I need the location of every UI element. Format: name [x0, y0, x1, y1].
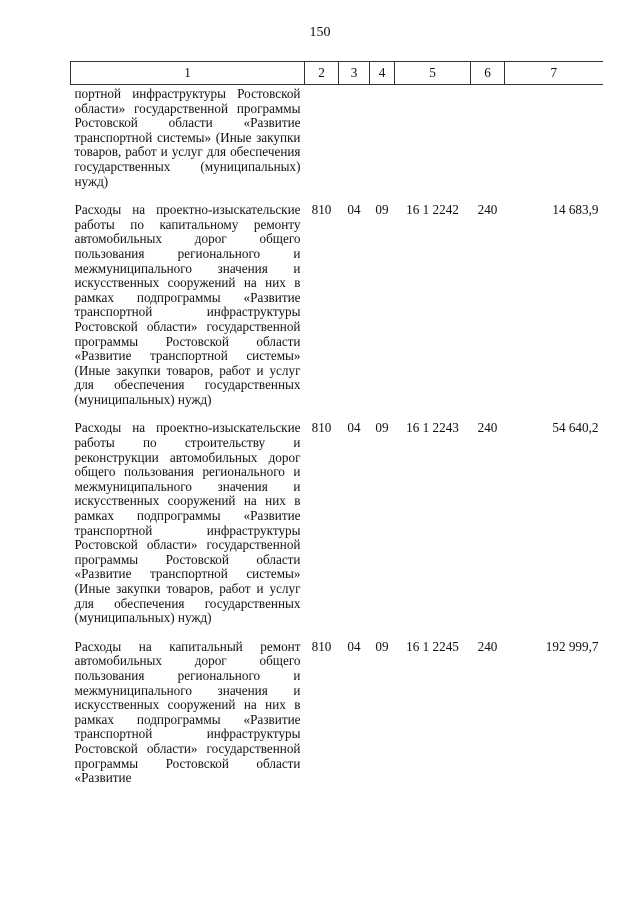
column-header-7: 7: [505, 62, 603, 85]
page-number: 150: [309, 25, 331, 40]
budget-table: [70, 61, 603, 798]
row-pr: 09: [375, 420, 389, 436]
row-ved: 810: [311, 202, 332, 218]
table-header-row: [71, 62, 603, 85]
row-amount: 14 683,9: [552, 202, 599, 218]
row-rz: 04: [347, 420, 361, 436]
row-description: Расходы на проектно-изыскательские работы по капитальному ремонту автомобильных дорог общего пользования регионального и межмуниципального значения и искусственных сооружений на них в рамках подпрограммы «Развитие транспортной инфраструктуры Ростовской области» государственной программы Ростовской области «Развитие транспортной системы» (Иные закупки товаров, работ и услуг для обеспечения государственных (муниципальных) нужд): [74, 202, 301, 407]
column-header-3: 3: [339, 62, 370, 85]
row-vr: 240: [477, 420, 498, 436]
row-rz: 04: [347, 638, 361, 654]
row-rz: 04: [347, 202, 361, 218]
table-row: [71, 85, 603, 202]
row-vr: 240: [477, 202, 498, 218]
row-csr: 16 1 2243: [406, 420, 459, 436]
row-description: портной инфраструктуры Ростовской области» государственной программы Ростовской области «Развитие транспортной системы» (Иные закупки товаров, работ и услуг для обеспечения государственных (муниципальных) нужд): [74, 86, 301, 189]
row-ved: 810: [311, 638, 332, 654]
row-pr: 09: [375, 202, 389, 218]
column-header-4: 4: [370, 62, 395, 85]
row-csr: 16 1 2245: [406, 638, 459, 654]
row-vr: [471, 85, 505, 202]
row-rz: [339, 85, 370, 202]
row-ved: [305, 85, 339, 202]
row-description: Расходы на капитальный ремонт автомобильных дорог общего пользования регионального и межмуниципального значения и искусственных сооружений на них в рамках подпрограммы «Развитие транспортной инфраструктуры Ростовской области» государственной программы Ростовской области «Развитие: [74, 638, 301, 786]
row-amount: 192 999,7: [545, 638, 599, 654]
row-vr: 240: [477, 638, 498, 654]
row-csr: 16 1 2242: [406, 202, 459, 218]
column-header-6: 6: [471, 62, 505, 85]
row-amount: [505, 85, 603, 202]
column-header-2: 2: [305, 62, 339, 85]
table-row: [71, 201, 603, 419]
row-amount: 54 640,2: [552, 420, 599, 436]
row-csr: [395, 85, 471, 202]
table-row: [71, 638, 603, 798]
row-pr: [370, 85, 395, 202]
row-pr: 09: [375, 638, 389, 654]
row-description: Расходы на проектно-изыскательские работы по строительству и реконструкции автомобильных дорог общего пользования регионального и межмуниципального значения и искусственных сооружений на них в рамках подпрограммы «Развитие транспортной инфраструктуры Ростовской области» государственной программы Ростовской области «Развитие транспортной системы» (Иные закупки товаров, работ и услуг для обеспечения государственных (муниципальных) нужд): [74, 420, 301, 626]
row-ved: 810: [311, 420, 332, 436]
column-header-1: 1: [71, 62, 305, 85]
table-row: [71, 419, 603, 637]
column-header-5: 5: [395, 62, 471, 85]
